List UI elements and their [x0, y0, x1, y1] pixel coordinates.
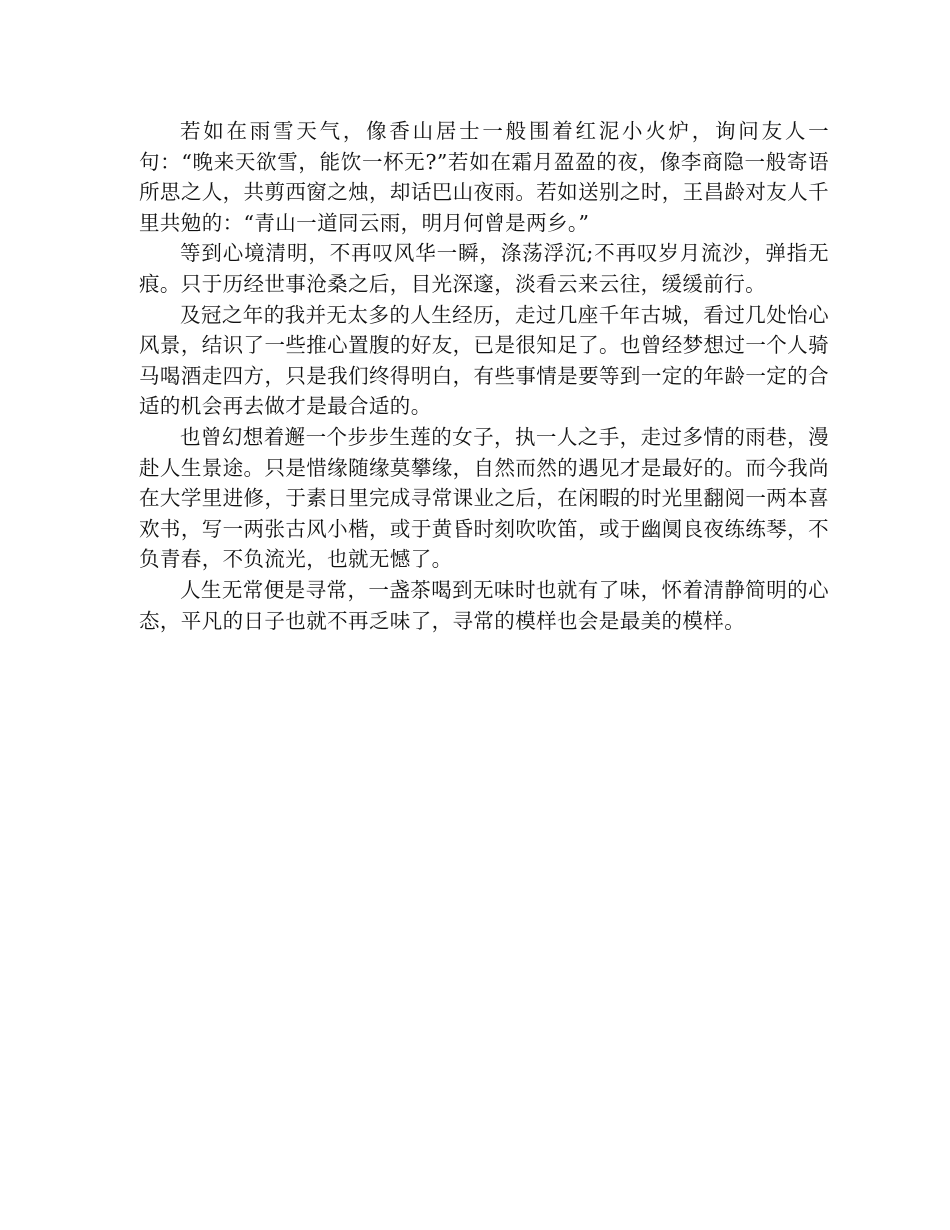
- paragraph-4: 也曾幻想着邂一个步步生莲的女子，执一人之手，走过多情的雨巷，漫赴人生景途。只是惜缘随缘莫攀缘，自然而然的遇见才是最好的。而今我尚在大学里进修，于素日里完成寻常课业之后，在闲暇的时光里翻阅一两本喜欢书，写一两张古风小楷，或于黄昏时刻吹吹笛，或于幽阒良夜练练琴，不负青春，不负流光，也就无憾了。: [139, 424, 829, 572]
- paragraph-2: 等到心境清明，不再叹风华一瞬，涤荡浮沉;不再叹岁月流沙，弹指无痕。只于历经世事沧桑之后，目光深邃，淡看云来云往，缓缓前行。: [139, 241, 829, 296]
- article-body: [139, 116, 829, 636]
- paragraph-3: 及冠之年的我并无太多的人生经历，走过几座千年古城，看过几处怡心风景，结识了一些推心置腹的好友，已是很知足了。也曾经梦想过一个人骑马喝酒走四方，只是我们终得明白，有些事情是要等到一定的年龄一定的合适的机会再去做才是最合适的。: [139, 302, 829, 419]
- paragraph-5: 人生无常便是寻常，一盏茶喝到无味时也就有了味，怀着清静简明的心态，平凡的日子也就不再乏味了，寻常的模样也会是最美的模样。: [139, 577, 829, 633]
- paragraph-1: 若如在雨雪天气，像香山居士一般围着红泥小火炉，询问友人一句：“晚来天欲雪，能饮一杯无?”若如在霜月盈盈的夜，像李商隐一般寄语所思之人，共剪西窗之烛，却话巴山夜雨。若如送别之时，王昌龄对友人千里共勉的：“青山一道同云雨，明月何曾是两乡。”: [139, 119, 829, 235]
